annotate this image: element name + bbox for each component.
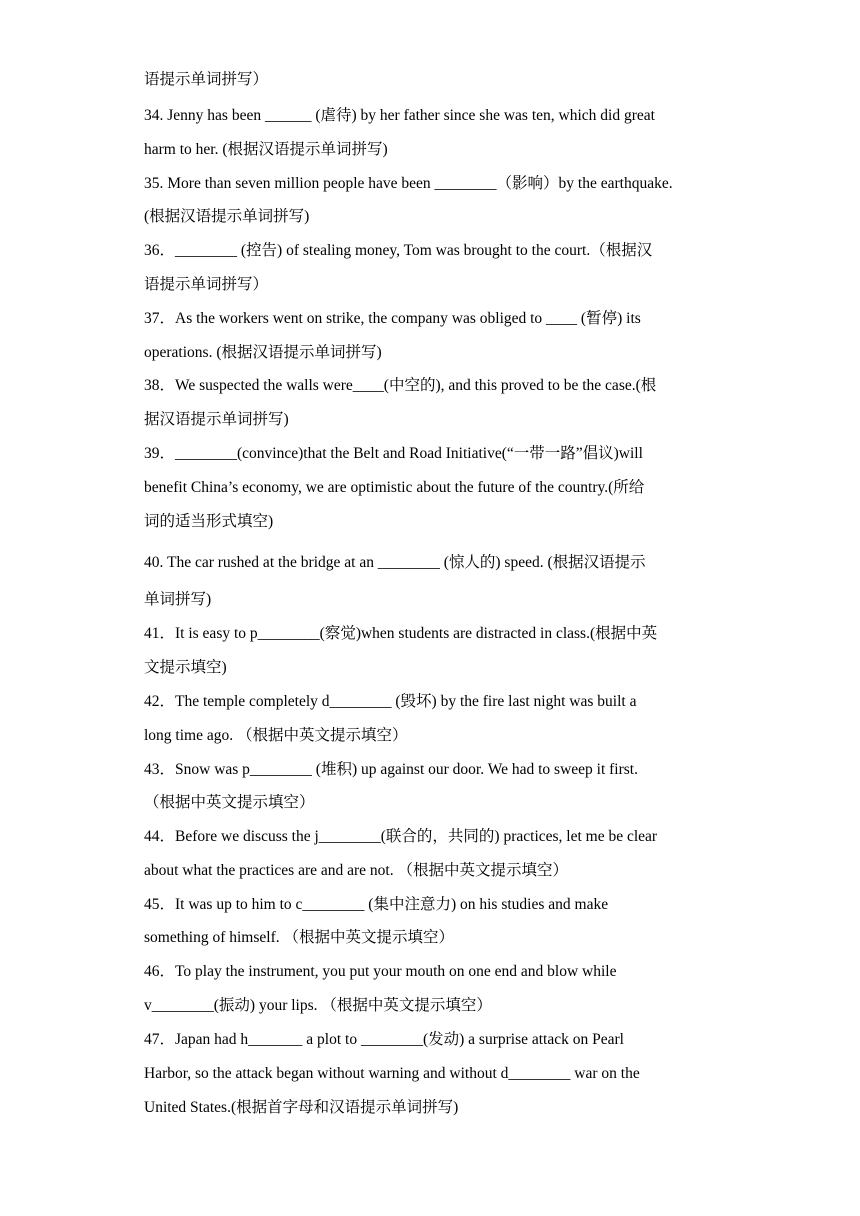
text-line: 35. More than seven million people have been ________（影响）by the earthquake. xyxy=(144,175,673,192)
text-line: 45．It was up to him to c________ (集中注意力) on his studies and make xyxy=(144,896,609,913)
text-line: 38．We suspected the walls were____(中空的), and this proved to be the case.(根 xyxy=(144,377,657,394)
text-line: Harbor, so the attack began without warning and without d________ war on the xyxy=(144,1065,640,1082)
text-line: 43．Snow was p________ (堆积) up against our door. We had to sweep it first. xyxy=(144,761,638,778)
text-line: 47．Japan had h_______ a plot to ________(发动) a surprise attack on Pearl xyxy=(144,1031,624,1048)
text-line: 37．As the workers went on strike, the company was obliged to ____ (暂停) its xyxy=(144,310,641,327)
text-line: 41．It is easy to p________(察觉)when students are distracted in class.(根据中英 xyxy=(144,625,658,642)
text-line: 34. Jenny has been ______ (虐待) by her father since she was ten, which did great xyxy=(144,107,655,124)
text-line: (根据汉语提示单词拼写) xyxy=(144,208,310,225)
text-line: 46．To play the instrument, you put your mouth on one end and blow while xyxy=(144,963,617,980)
text-line: operations. (根据汉语提示单词拼写) xyxy=(144,344,382,361)
text-line: 39．________(convince)that the Belt and Road Initiative(“一带一路”倡议)will xyxy=(144,445,643,462)
text-line: v________(振动) your lips. （根据中英文提示填空） xyxy=(144,997,492,1014)
text-line: 44．Before we discuss the j________(联合的，共同的) practices, let me be clear xyxy=(144,828,658,845)
text-line: 文提示填空) xyxy=(144,659,227,676)
text-line: （根据中英文提示填空） xyxy=(144,794,315,811)
text-line: something of himself. （根据中英文提示填空） xyxy=(144,929,454,946)
text-line: 语提示单词拼写） xyxy=(144,71,269,88)
text-line: 单词拼写) xyxy=(144,591,212,608)
text-line: 据汉语提示单词拼写) xyxy=(144,411,289,428)
text-line: 语提示单词拼写） xyxy=(144,276,269,293)
text-line: United States.(根据首字母和汉语提示单词拼写) xyxy=(144,1099,459,1116)
text-line: benefit China’s economy, we are optimistic about the future of the country.(所给 xyxy=(144,479,645,496)
text-line: 40. The car rushed at the bridge at an ________ (惊人的) speed. (根据汉语提示 xyxy=(144,554,646,571)
text-line: long time ago. （根据中英文提示填空） xyxy=(144,727,408,744)
text-line: 36．________ (控告) of stealing money, Tom was brought to the court.（根据汉 xyxy=(144,242,653,259)
text-line: 词的适当形式填空) xyxy=(144,513,274,530)
text-line: about what the practices are and are not. （根据中英文提示填空） xyxy=(144,862,568,879)
text-line: harm to her. (根据汉语提示单词拼写) xyxy=(144,141,388,158)
text-line: 42．The temple completely d________ (毁坏) by the fire last night was built a xyxy=(144,693,637,710)
